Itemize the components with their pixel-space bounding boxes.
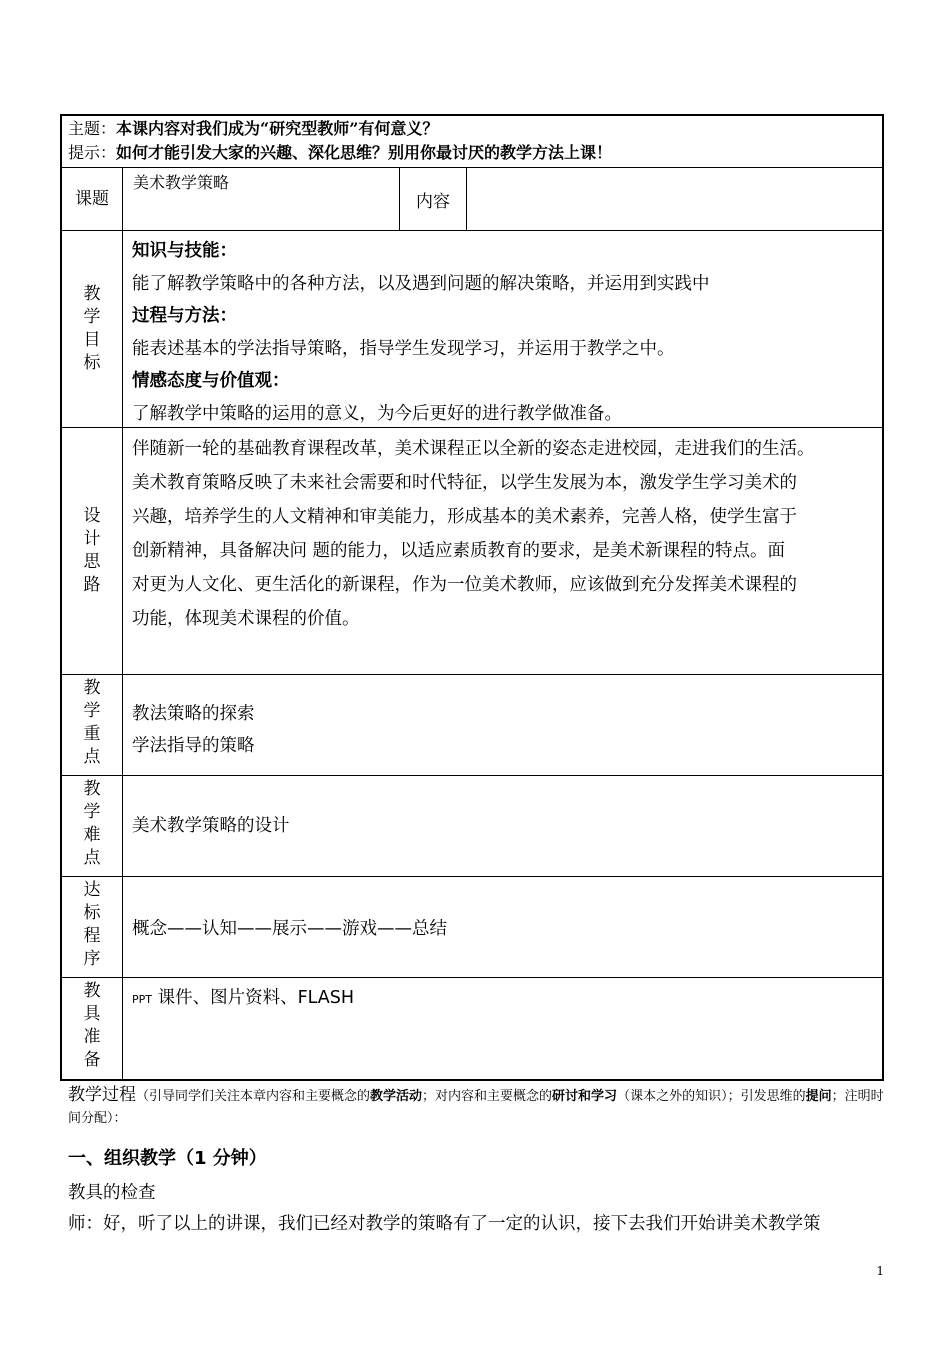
goal-heading-knowledge: 知识与技能： <box>132 241 237 261</box>
design-line: 兴趣，培养学生的人文精神和审美能力，形成基本的美术素养，完善人格，使学生富于 <box>132 507 797 527</box>
tools-label: 教 具 准 备 <box>62 978 123 1079</box>
page-number: 1 <box>876 1264 884 1278</box>
ppt-label: PPT <box>132 993 152 1006</box>
section-line-1: 教具的检查 <box>68 1183 156 1203</box>
goal-heading-attitude: 情感态度与价值观： <box>132 371 290 391</box>
teaching-focus-row <box>62 675 882 776</box>
difficulty-content <box>123 776 882 876</box>
tools-content <box>123 978 882 1079</box>
focus-item: 教法策略的探索 <box>132 704 255 724</box>
difficulty-label: 教 学 难 点 <box>62 776 123 876</box>
section-line-2: 师：好，听了以上的讲课，我们已经对教学的策略有了一定的认识，接下去我们开始讲美术教学策 <box>68 1214 821 1234</box>
teaching-difficulty-row <box>62 776 882 877</box>
procedure-content <box>123 877 882 977</box>
process-title: 教学过程 <box>68 1085 136 1105</box>
procedure-row <box>62 877 882 978</box>
topic-text: 本课内容对我们成为“研究型教师”有何意义？ <box>116 119 439 138</box>
hint-label: 提示： <box>68 143 117 162</box>
focus-label: 教 学 重 点 <box>62 675 123 775</box>
design-line: 创新精神，具备解决问 题的能力，以适应素质教育的要求，是美术新课程的特点。面 <box>132 541 786 561</box>
goal-heading-process: 过程与方法： <box>132 306 237 326</box>
design-content <box>123 428 882 674</box>
procedure-label: 达 标 程 序 <box>62 877 123 977</box>
teaching-goals-row <box>62 231 882 428</box>
goal-text-knowledge: 能了解教学策略中的各种方法，以及遇到问题的解决策略，并运用到实践中 <box>132 273 710 294</box>
goal-text-process: 能表述基本的学法指导策略，指导学生发现学习，并运用于教学之中。 <box>132 338 675 359</box>
lesson-label: 课题 <box>62 168 123 230</box>
design-idea-row <box>62 428 882 675</box>
focus-content <box>123 675 882 775</box>
process-note: 教学过程（引导同学们关注本章内容和主要概念的教学活动；对内容和主要概念的研讨和学习（课本之外的知识）；引发思维的提问；注明时间分配）： <box>68 1085 884 1126</box>
design-label: 设 计 思 路 <box>62 428 123 674</box>
lesson-plan-table <box>60 114 884 1081</box>
teaching-tools-row <box>62 978 882 1079</box>
goal-text-attitude: 了解教学中策略的运用的意义，为今后更好的进行教学做准备。 <box>132 403 622 424</box>
topic-label: 主题： <box>68 119 117 138</box>
goals-content <box>123 231 882 427</box>
goals-label: 教 学 目 标 <box>62 231 123 427</box>
hint-line <box>68 141 876 165</box>
tools-text: 课件、图片资料、FLASH <box>157 988 355 1008</box>
design-line: 美术教育策略反映了未来社会需要和时代特征，以学生发展为本，激发学生学习美术的 <box>132 473 797 493</box>
design-line: 功能，体现美术课程的价值。 <box>132 609 360 629</box>
focus-item: 学法指导的策略 <box>132 736 255 756</box>
lesson-title: 美术教学策略 <box>123 168 400 230</box>
design-line: 对更为人文化、更生活化的新课程，作为一位美术教师，应该做到充分发挥美术课程的 <box>132 575 797 595</box>
header-row <box>62 116 882 168</box>
section-heading: 一、组织教学（1 分钟） <box>68 1148 267 1169</box>
content-value <box>467 168 882 230</box>
procedure-text: 概念——认知——展示——游戏——总结 <box>132 918 447 939</box>
content-label: 内容 <box>400 168 467 230</box>
lesson-title-row <box>62 168 882 231</box>
design-line: 伴随新一轮的基础教育课程改革，美术课程正以全新的姿态走进校园，走进我们的生活。 <box>132 439 815 459</box>
difficulty-text: 美术教学策略的设计 <box>132 815 290 836</box>
hint-text: 如何才能引发大家的兴趣、深化思维？别用你最讨厌的教学方法上课！ <box>116 143 613 162</box>
topic-line <box>68 117 876 141</box>
